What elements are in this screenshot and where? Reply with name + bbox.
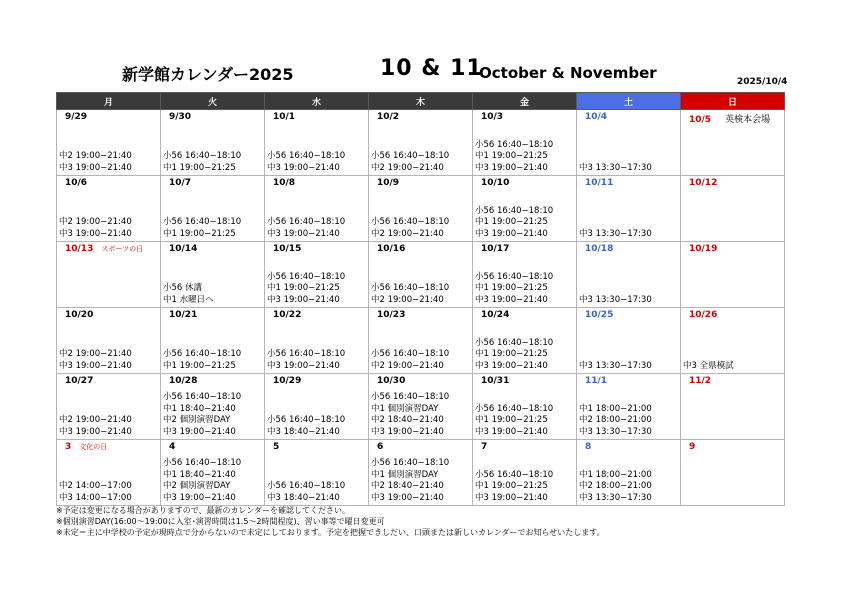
schedule-entry: 中3 19:00−21:40 <box>475 360 548 371</box>
day-cell <box>577 176 681 242</box>
calendar-body <box>57 110 785 506</box>
schedule-entry: 中3 19:00−21:40 <box>475 492 548 503</box>
day-number-text: 11/1 <box>585 376 608 386</box>
day-cell <box>369 374 473 440</box>
schedule-entry: 小56 16:40−18:10 <box>371 217 450 227</box>
schedule-entry: 中3 19:00−21:40 <box>59 426 132 437</box>
schedule-entry: 小56 16:40−18:10 <box>475 469 554 480</box>
day-number <box>273 244 301 254</box>
day-cell <box>577 308 681 374</box>
day-number-text: 10/12 <box>689 178 718 188</box>
week-row <box>57 242 785 308</box>
schedule-lines <box>163 283 262 306</box>
day-number-text: 5 <box>273 442 280 452</box>
schedule-entry: 小56 16:40−18:10 <box>163 458 242 468</box>
schedule-lines <box>579 404 678 439</box>
schedule-lines <box>579 163 678 175</box>
schedule-entry: 小56 16:40−18:10 <box>475 337 554 348</box>
day-number <box>481 442 487 452</box>
schedule-lines <box>59 151 158 174</box>
schedule-entry: 中1 19:00−21:25 <box>475 415 548 425</box>
day-cell <box>577 110 681 176</box>
day-number <box>65 376 93 386</box>
schedule-entry: 中2 個別演習DAY <box>163 481 231 491</box>
weekday-sun: 日 <box>681 93 785 110</box>
schedule-entry: 中1 個別演習DAY <box>371 469 439 480</box>
schedule-entry: 中3 13:30−17:30 <box>579 426 652 437</box>
day-number-text: 11/2 <box>689 376 712 386</box>
schedule-lines <box>579 361 678 373</box>
schedule-entry: 中3 19:00−21:40 <box>163 426 236 437</box>
day-number-text: 10/29 <box>273 376 302 386</box>
schedule-entry: 中3 全県模試 <box>683 360 734 371</box>
schedule-lines <box>267 272 366 307</box>
day-number <box>377 442 383 452</box>
schedule-lines <box>163 217 262 240</box>
schedule-entry: 小56 16:40−18:10 <box>371 458 450 468</box>
day-number <box>481 310 509 320</box>
schedule-lines <box>267 217 366 240</box>
schedule-entry: 中2 18:40−21:40 <box>371 415 444 425</box>
week-row <box>57 176 785 242</box>
week-row <box>57 308 785 374</box>
day-number <box>65 310 93 320</box>
day-cell <box>473 308 577 374</box>
schedule-lines <box>475 272 574 307</box>
schedule-entry: 中1 18:40−21:40 <box>163 403 236 414</box>
schedule-entry: 小56 16:40−18:10 <box>267 271 346 282</box>
schedule-entry: 中3 19:00−21:40 <box>267 360 340 371</box>
schedule-entry: 中1 18:00−21:00 <box>579 403 652 414</box>
day-number-text: 8 <box>585 442 592 452</box>
day-number-text: 10/6 <box>65 178 88 188</box>
schedule-entry: 小56 休講 <box>163 283 203 293</box>
day-cell <box>265 308 369 374</box>
day-cell <box>369 176 473 242</box>
day-cell <box>369 308 473 374</box>
weekday-wed: 水 <box>265 93 369 110</box>
weekday-mon: 月 <box>57 93 161 110</box>
day-cell <box>681 308 785 374</box>
schedule-lines <box>163 349 262 372</box>
schedule-lines <box>475 140 574 175</box>
day-number <box>481 244 509 254</box>
day-number-text: 9/29 <box>65 112 88 122</box>
weekday-thu: 木 <box>369 93 473 110</box>
day-number-text: 10/30 <box>377 376 406 386</box>
schedule-lines <box>579 470 678 505</box>
day-number <box>273 442 279 452</box>
day-number-text: 10/31 <box>481 376 510 386</box>
schedule-entry: 中3 19:00−21:40 <box>267 294 340 305</box>
day-number-text: 10/2 <box>377 112 400 122</box>
day-number <box>65 178 87 188</box>
schedule-entry: 中1 19:00−21:25 <box>163 162 236 173</box>
month-title: 10 & 11 <box>380 56 483 81</box>
weekday-header-row <box>57 93 785 110</box>
day-number <box>169 244 197 254</box>
schedule-entry: 中3 19:00−21:40 <box>59 162 132 173</box>
day-number-text: 10/26 <box>689 310 718 320</box>
schedule-lines <box>59 415 158 438</box>
schedule-lines <box>475 404 574 439</box>
day-number-text: 10/14 <box>169 244 198 254</box>
schedule-lines <box>371 392 470 438</box>
issue-date: 2025/10/4 <box>737 77 788 87</box>
day-cell <box>57 242 161 308</box>
day-cell <box>265 440 369 506</box>
day-note: 英検本会場 <box>725 115 771 125</box>
schedule-entry: 小56 16:40−18:10 <box>475 139 554 150</box>
day-number <box>585 244 613 254</box>
day-number <box>169 112 191 122</box>
calendar-grid <box>56 92 785 506</box>
day-number <box>585 442 591 452</box>
schedule-entry: 小56 16:40−18:10 <box>267 217 346 227</box>
day-cell <box>57 440 161 506</box>
weekday-fri: 金 <box>473 93 577 110</box>
schedule-lines <box>59 481 158 504</box>
day-cell <box>161 308 265 374</box>
day-number-text: 10/7 <box>169 178 192 188</box>
day-cell <box>265 176 369 242</box>
schedule-entry: 中2 18:00−21:00 <box>579 415 652 425</box>
day-number <box>169 310 197 320</box>
schedule-lines <box>475 470 574 505</box>
day-cell <box>161 242 265 308</box>
calendar-title: 新学館カレンダー2025 <box>122 65 294 84</box>
schedule-entry: 中1 19:00−21:25 <box>475 283 548 293</box>
schedule-entry: 中2 14:00−17:00 <box>59 481 132 491</box>
schedule-entry: 中1 19:00−21:25 <box>475 481 548 491</box>
day-number-text: 4 <box>169 442 176 452</box>
day-cell <box>57 374 161 440</box>
day-cell <box>577 440 681 506</box>
schedule-entry: 中2 19:00−21:40 <box>59 415 132 425</box>
day-cell <box>681 110 785 176</box>
day-number-text: 10/17 <box>481 244 510 254</box>
day-number <box>585 112 607 122</box>
schedule-entry: 中3 19:00−21:40 <box>59 228 132 239</box>
schedule-entry: 小56 16:40−18:10 <box>371 349 450 359</box>
schedule-entry: 中1 個別演習DAY <box>371 403 439 414</box>
schedule-lines <box>371 283 470 306</box>
schedule-entry: 小56 16:40−18:10 <box>267 481 346 491</box>
schedule-entry: 中1 19:00−21:25 <box>475 349 548 359</box>
schedule-entry: 小56 16:40−18:10 <box>475 403 554 414</box>
day-number-text: 10/13 <box>65 244 94 254</box>
day-number <box>65 112 87 122</box>
day-number-text: 10/4 <box>585 112 608 122</box>
day-number <box>481 376 509 386</box>
schedule-lines <box>267 349 366 372</box>
schedule-entry: 小56 16:40−18:10 <box>163 349 242 359</box>
day-number <box>273 178 295 188</box>
schedule-entry: 中3 19:00−21:40 <box>371 492 444 503</box>
day-cell <box>369 440 473 506</box>
schedule-entry: 中3 19:00−21:40 <box>59 360 132 371</box>
day-number <box>689 178 717 188</box>
day-number-text: 10/11 <box>585 178 614 188</box>
day-number <box>169 442 175 452</box>
schedule-entry: 中2 19:00−21:40 <box>59 349 132 359</box>
schedule-entry: 中1 18:40−21:40 <box>163 469 236 480</box>
day-number-text: 7 <box>481 442 488 452</box>
schedule-lines <box>475 338 574 373</box>
day-number-text: 10/23 <box>377 310 406 320</box>
day-number-text: 10/8 <box>273 178 296 188</box>
schedule-entry: 中3 14:00−17:00 <box>59 492 132 503</box>
day-number-text: 10/24 <box>481 310 510 320</box>
day-cell <box>473 242 577 308</box>
day-cell <box>473 374 577 440</box>
day-number <box>689 112 770 125</box>
day-number <box>273 310 301 320</box>
day-cell <box>161 176 265 242</box>
schedule-lines <box>371 458 470 504</box>
schedule-entry: 中2 19:00−21:40 <box>371 228 444 239</box>
day-note: 文化の日 <box>79 443 108 451</box>
day-cell <box>577 242 681 308</box>
day-number-text: 10/27 <box>65 376 94 386</box>
schedule-entry: 小56 16:40−18:10 <box>371 151 450 161</box>
day-cell <box>369 110 473 176</box>
schedule-entry: 中1 19:00−21:25 <box>475 151 548 161</box>
footnote: ※予定は変更になる場合がありますので、最新のカレンダーを確認してください。 <box>56 506 351 515</box>
day-cell <box>681 374 785 440</box>
weekday-tue: 火 <box>161 93 265 110</box>
schedule-entry: 中2 19:00−21:40 <box>59 217 132 227</box>
schedule-entry: 中2 19:00−21:40 <box>371 360 444 371</box>
day-number <box>169 178 191 188</box>
schedule-entry: 中2 19:00−21:40 <box>59 151 132 161</box>
day-number <box>481 178 509 188</box>
schedule-entry: 中1 19:00−21:25 <box>475 217 548 227</box>
schedule-entry: 中3 19:00−21:40 <box>475 162 548 173</box>
schedule-entry: 中3 13:30−17:30 <box>579 228 652 239</box>
schedule-entry: 中2 個別演習DAY <box>163 415 231 425</box>
day-number-text: 10/18 <box>585 244 614 254</box>
schedule-entry: 中1 19:00−21:25 <box>267 283 340 293</box>
schedule-entry: 中3 19:00−21:40 <box>475 228 548 239</box>
day-cell <box>265 242 369 308</box>
schedule-entry: 中2 18:00−21:00 <box>579 481 652 491</box>
day-number <box>273 112 295 122</box>
day-cell <box>161 110 265 176</box>
day-number <box>377 244 405 254</box>
schedule-entry: 中1 19:00−21:25 <box>163 360 236 371</box>
schedule-lines <box>163 151 262 174</box>
day-number <box>377 112 399 122</box>
schedule-entry: 中1 18:00−21:00 <box>579 469 652 480</box>
schedule-lines <box>579 229 678 241</box>
schedule-entry: 中3 18:40−21:40 <box>267 426 340 437</box>
schedule-entry: 中3 13:30−17:30 <box>579 360 652 371</box>
schedule-entry: 中3 19:00−21:40 <box>267 228 340 239</box>
day-number-text: 10/1 <box>273 112 296 122</box>
day-cell <box>681 440 785 506</box>
day-number-text: 10/16 <box>377 244 406 254</box>
day-cell <box>681 242 785 308</box>
month-title-english: October & November <box>479 64 657 82</box>
schedule-entry: 中3 13:30−17:30 <box>579 294 652 305</box>
schedule-entry: 中1 19:00−21:25 <box>163 228 236 239</box>
day-number-text: 9/30 <box>169 112 192 122</box>
schedule-entry: 小56 16:40−18:10 <box>163 151 242 161</box>
day-note: スポーツの日 <box>101 245 144 253</box>
day-cell <box>161 374 265 440</box>
schedule-entry: 中3 19:00−21:40 <box>475 294 548 305</box>
schedule-entry: 中3 13:30−17:30 <box>579 162 652 173</box>
schedule-entry: 小56 16:40−18:10 <box>371 283 450 293</box>
schedule-entry: 中3 18:40−21:40 <box>267 492 340 503</box>
day-number-text: 10/9 <box>377 178 400 188</box>
day-cell <box>577 374 681 440</box>
day-number-text: 10/20 <box>65 310 94 320</box>
day-number <box>273 376 301 386</box>
day-cell <box>681 176 785 242</box>
day-cell <box>473 176 577 242</box>
footnotes <box>56 505 605 538</box>
schedule-entry: 中2 19:00−21:40 <box>371 294 444 305</box>
day-number <box>585 310 613 320</box>
schedule-entry: 中3 19:00−21:40 <box>475 426 548 437</box>
schedule-lines <box>267 415 366 438</box>
day-number-text: 3 <box>65 442 72 452</box>
day-cell <box>57 308 161 374</box>
day-number <box>377 376 405 386</box>
day-cell <box>473 440 577 506</box>
schedule-lines <box>59 349 158 372</box>
week-row <box>57 110 785 176</box>
day-number <box>689 310 717 320</box>
schedule-entry: 中3 19:00−21:40 <box>163 492 236 503</box>
day-number-text: 9 <box>689 442 696 452</box>
day-cell <box>265 374 369 440</box>
day-cell <box>57 110 161 176</box>
day-number <box>481 112 503 122</box>
footnote: ※個別演習DAY(16:00〜19:00に入室･演習時間は1.5〜2時間程度)、習い事等で曜日変更可 <box>56 517 385 526</box>
schedule-entry: 小56 16:40−18:10 <box>371 392 450 402</box>
schedule-lines <box>371 349 470 372</box>
week-row <box>57 440 785 506</box>
day-cell <box>473 110 577 176</box>
schedule-entry: 中1 水曜日へ <box>163 294 214 305</box>
schedule-entry: 中3 13:30−17:30 <box>579 492 652 503</box>
schedule-entry: 中3 19:00−21:40 <box>267 162 340 173</box>
schedule-lines <box>267 151 366 174</box>
schedule-entry: 中2 18:40−21:40 <box>371 481 444 491</box>
schedule-lines <box>59 217 158 240</box>
day-number-text: 10/21 <box>169 310 198 320</box>
schedule-lines <box>579 295 678 307</box>
day-cell <box>161 440 265 506</box>
schedule-entry: 小56 16:40−18:10 <box>163 392 242 402</box>
day-number <box>689 442 695 452</box>
schedule-lines <box>163 458 262 504</box>
footnote: ※未定＝主に中学校の予定が現時点で分からないので未定にしております。予定を把握できしだい、口頭または新しいカレンダーでお知らせいたします。 <box>56 528 605 537</box>
schedule-entry: 中3 19:00−21:40 <box>371 426 444 437</box>
schedule-lines <box>267 481 366 504</box>
day-number-text: 10/15 <box>273 244 302 254</box>
day-cell <box>369 242 473 308</box>
day-number-text: 10/3 <box>481 112 504 122</box>
day-number <box>689 244 717 254</box>
schedule-lines <box>163 392 262 438</box>
schedule-entry: 中2 19:00−21:40 <box>371 162 444 173</box>
schedule-lines <box>371 217 470 240</box>
day-number <box>377 310 405 320</box>
day-number-text: 10/22 <box>273 310 302 320</box>
schedule-entry: 小56 16:40−18:10 <box>267 151 346 161</box>
day-cell <box>57 176 161 242</box>
day-number-text: 10/5 <box>689 115 712 125</box>
schedule-lines <box>475 206 574 241</box>
day-number <box>169 376 197 386</box>
day-number <box>377 178 399 188</box>
day-number-text: 10/10 <box>481 178 510 188</box>
weekday-sat: 土 <box>577 93 681 110</box>
week-row <box>57 374 785 440</box>
schedule-entry: 小56 16:40−18:10 <box>267 415 346 425</box>
day-number <box>689 376 711 386</box>
day-number-text: 10/19 <box>689 244 718 254</box>
day-number <box>65 442 107 452</box>
schedule-entry: 小56 16:40−18:10 <box>163 217 242 227</box>
schedule-lines <box>371 151 470 174</box>
day-number <box>65 244 143 254</box>
schedule-entry: 小56 16:40−18:10 <box>475 205 554 216</box>
schedule-lines <box>683 361 782 373</box>
day-number <box>585 376 607 386</box>
schedule-entry: 小56 16:40−18:10 <box>475 271 554 282</box>
day-cell <box>265 110 369 176</box>
day-number <box>585 178 613 188</box>
schedule-entry: 小56 16:40−18:10 <box>267 349 346 359</box>
day-number-text: 10/25 <box>585 310 614 320</box>
day-number-text: 10/28 <box>169 376 198 386</box>
day-number-text: 6 <box>377 442 384 452</box>
